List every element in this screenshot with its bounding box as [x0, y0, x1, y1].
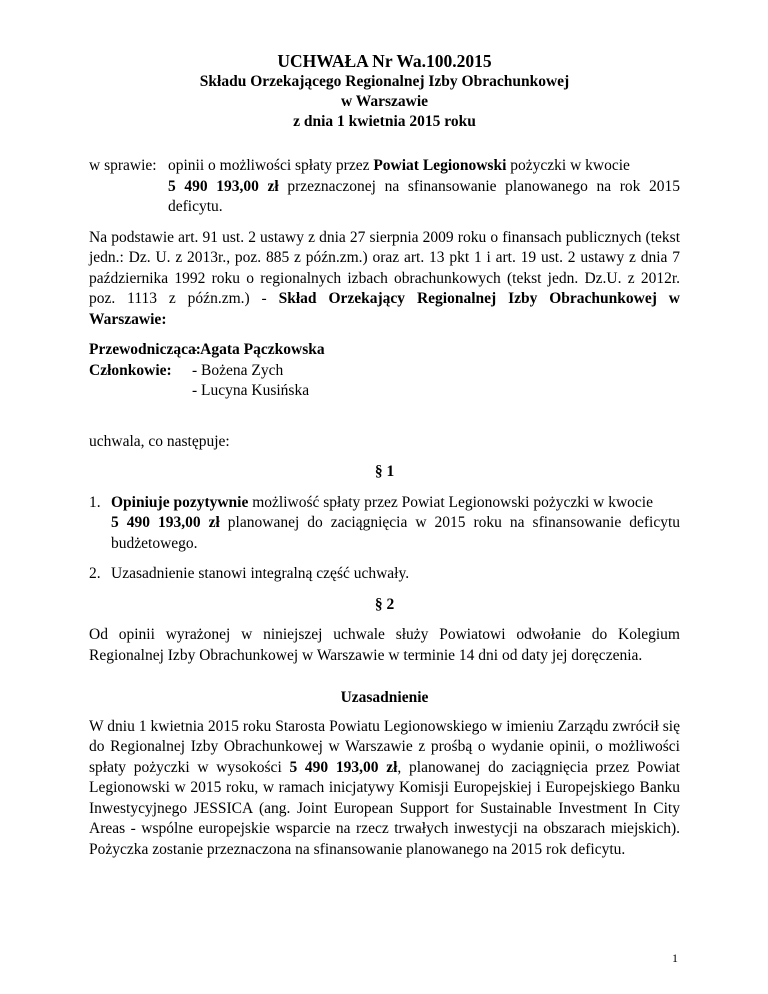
legal-basis-text: Na podstawie art. 91 ust. 2 ustawy z dnia 27 sierpnia 2009 roku o finansach publicznych (tekst jedn.: Dz. U. z 2013r., poz. 885 z późn.zm.) oraz art. 13 pkt 1 i art. 19 ust. 2 ustawy z dnia 7 października 1992 roku o regionalnych izbach obrachunkowych (tekst jedn. Dz.U. z 2012r. poz. 1113 z późn.zm.) -	[89, 228, 680, 307]
subject-text-part: przeznaczonej na sfinansowanie planowanego na rok 2015 deficytu.	[168, 177, 681, 215]
point-emphasis: Opiniuje pozytywnie	[111, 493, 249, 511]
justification-heading: Uzasadnienie	[340, 689, 429, 706]
point-text-part: możliwość spłaty przez Powiat Legionowski pożyczki w kwocie	[248, 493, 653, 511]
section-2-mark: § 2	[374, 595, 395, 613]
point-text: Uzasadnienie stanowi integralną część uchwały.	[111, 565, 410, 582]
page-number: 1	[672, 951, 678, 965]
issuer-city: w Warszawie	[340, 93, 429, 110]
point-text-part: planowanej do zaciągnięcia w 2015 roku na sfinansowanie deficytu budżetowego.	[111, 514, 681, 552]
subject-entity: Powiat Legionowski	[373, 157, 507, 174]
list-item	[89, 564, 680, 585]
subject-text-part: opinii o możliwości spłaty przez	[168, 157, 374, 174]
justification-text	[89, 717, 680, 861]
resolves-line: uchwala, co następuje:	[89, 432, 230, 450]
resolution-title: UCHWAŁA Nr Wa.100.2015	[277, 51, 492, 71]
justification-amount: 5 490 193,00 zł	[289, 758, 398, 776]
section-1-mark: § 1	[374, 463, 395, 480]
subject-label: w sprawie:	[89, 157, 157, 174]
point-text	[111, 493, 680, 555]
justification-text-part: , planowanej do zaciągnięcia przez Powiat Legionowski w 2015 roku, w ramach inicjatywy Komisji Europejskiej i Europejskiego Banku Inwestycyjnego JESSICA (ang. Joint European Support for Sustainable Investment In City Areas - wspólne europejskie wsparcie na rzecz trwałych inwestycji na obszarach miejskich). Pożyczka zostanie przeznaczona na sfinansowanie planowanego na 2015 rok deficytu.	[89, 758, 680, 858]
subject-amount: 5 490 193,00 zł	[168, 177, 279, 195]
section-2-text: Od opinii wyrażonej w niniejszej uchwale służy Powiatowi odwołanie do Kolegium Regionalnej Izby Obrachunkowej w Warszawie w terminie 14 dni od daty jej doręczenia.	[89, 626, 680, 664]
justification-text-part: W dniu 1 kwietnia 2015 roku Starosta Powiatu Legionowskiego w imieniu Zarządu zwrócił się do Regionalnej Izby Obrachunkowej w Warszawie z prośbą o wydanie opinii, o możliwości spłaty pożyczki w wysokości	[89, 717, 680, 776]
issuer-line: Składu Orzekającego Regionalnej Izby Obrachunkowej	[199, 73, 570, 90]
member-name: - Lucyna Kusińska	[192, 382, 310, 399]
subject-block	[89, 156, 680, 218]
point-amount: 5 490 193,00 zł	[111, 514, 220, 531]
chair-label: Przewodnicząca:	[89, 341, 201, 358]
spacer	[89, 381, 192, 402]
member-name: - Bożena Zych	[192, 361, 284, 379]
point-number: 2.	[89, 565, 101, 582]
legal-basis-body: Skład Orzekający Regionalnej Izby Obrachunkowej w Warszawie:	[89, 290, 680, 328]
list-item	[89, 493, 680, 555]
members-label: Członkowie:	[89, 361, 172, 379]
legal-basis	[89, 228, 680, 331]
resolution-date: z dnia 1 kwietnia 2015 roku	[293, 113, 476, 130]
subject-text	[168, 156, 680, 218]
point-number: 1.	[89, 493, 101, 511]
section-1-points	[89, 493, 680, 585]
panel-members	[89, 340, 680, 402]
chair-name: - Agata Pączkowska	[192, 341, 325, 358]
document-page	[89, 50, 680, 860]
subject-text-part: pożyczki w kwocie	[506, 157, 630, 174]
